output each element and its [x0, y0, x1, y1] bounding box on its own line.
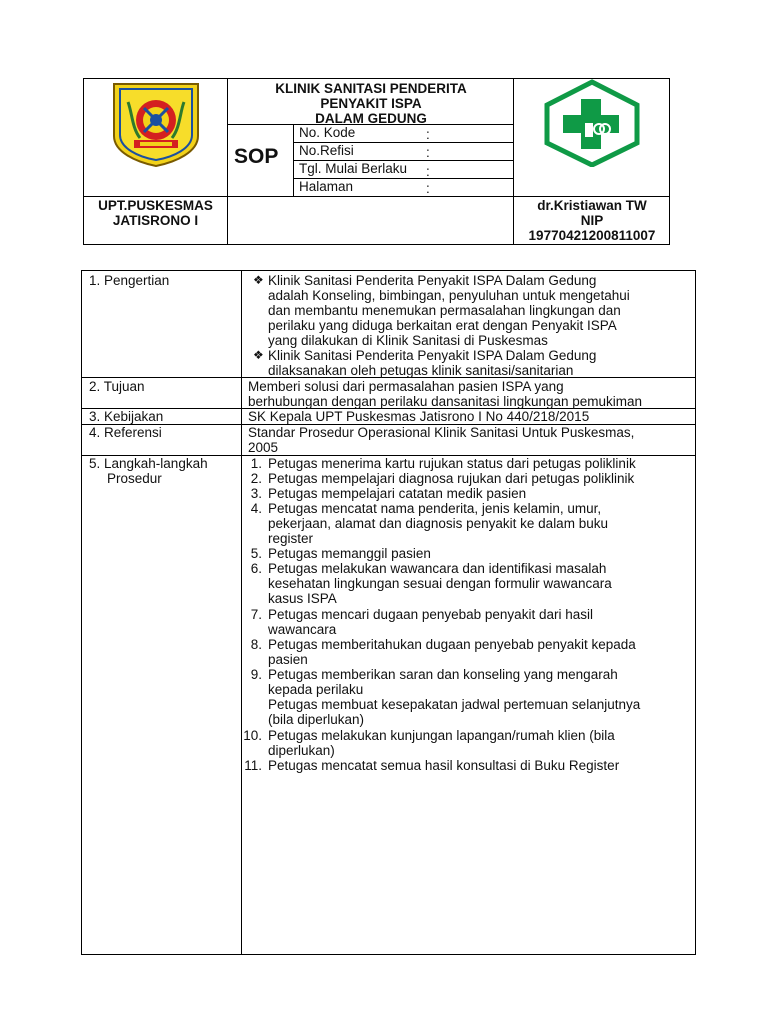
step-line: register: [268, 531, 314, 546]
step-number: 9.: [250, 667, 262, 682]
tujuan-line: Memberi solusi dari permasalahan pasien ISPA yang: [248, 379, 564, 394]
step-line: wawancara: [268, 622, 337, 637]
step-line: Petugas membuat kesepakatan jadwal pertemuan selanjutnya: [268, 697, 641, 712]
meta-colon: :: [426, 145, 430, 160]
signer-name: dr.Kristiawan TW: [537, 198, 647, 213]
step-line: Petugas menerima kartu rujukan status dari petugas poliklinik: [268, 456, 636, 471]
pengertian-line: perilaku yang diduga berkaitan erat dengan Penyakit ISPA: [268, 318, 617, 333]
meta-label-tgl: Tgl. Mulai Berlaku: [299, 161, 408, 176]
step-line: Petugas mencari dugaan penyebab penyakit dari hasil: [268, 607, 593, 622]
step-line: pasien: [268, 652, 308, 667]
step-number: 1.: [250, 456, 262, 471]
pengertian-line: Klinik Sanitasi Penderita Penyakit ISPA Dalam Gedung: [268, 348, 597, 363]
step-number: 8.: [250, 637, 262, 652]
header-divider: [83, 196, 670, 197]
meta-label-halaman: Halaman: [299, 179, 354, 194]
step-line: Petugas memberikan saran dan konseling yang mengarah: [268, 667, 618, 682]
referensi-line: 2005: [248, 440, 279, 455]
step-number: 2.: [250, 471, 262, 486]
step-line: diperlukan): [268, 743, 335, 758]
tujuan-line: berhubungan dengan perilaku dansanitasi lingkungan pemukiman: [248, 394, 643, 409]
kebijakan-line: SK Kepala UPT Puskesmas Jatisrono I No 440/218/2015: [248, 409, 590, 424]
pengertian-line: dan membantu menemukan permasalahan lingkungan dan: [268, 303, 621, 318]
pengertian-line: yang dilakukan di Klinik Sanitasi di Puskesmas: [268, 333, 548, 348]
step-line: kepada perilaku: [268, 682, 364, 697]
step-line: kesehatan lingkungan sesuai dengan formulir wawancara: [268, 576, 612, 591]
document-title-line-1: KLINIK SANITASI PENDERITA: [275, 81, 467, 96]
document-title-line-3: DALAM GEDUNG: [315, 111, 427, 126]
section-label-prosedur-cont: Prosedur: [107, 471, 162, 486]
step-number: 11.: [244, 758, 262, 773]
step-number: 4.: [250, 501, 262, 516]
meta-colon: :: [426, 164, 430, 179]
signer-nip-label: NIP: [580, 213, 604, 228]
diamond-bullet-icon: ❖: [253, 348, 264, 362]
step-line: Petugas mencatat semua hasil konsultasi di Buku Register: [268, 758, 620, 773]
step-line: Petugas melakukan kunjungan lapangan/rumah klien (bila: [268, 728, 615, 743]
step-line: Petugas mempelajari diagnosa rujukan dari petugas poliklinik: [268, 471, 635, 486]
step-line: Petugas memberitahukan dugaan penyebab penyakit kepada: [268, 637, 636, 652]
step-line: pekerjaan, alamat dan diagnosis penyakit ke dalam buku: [268, 516, 608, 531]
meta-colon: :: [426, 127, 430, 142]
step-line: Petugas mencatat nama penderita, jenis kelamin, umur,: [268, 501, 602, 516]
meta-label-refisi: No.Refisi: [299, 143, 354, 158]
step-number: 6.: [250, 561, 262, 576]
step-line: Petugas memanggil pasien: [268, 546, 431, 561]
section-label-pengertian: 1. Pengertian: [89, 273, 170, 288]
pengertian-line: dilaksanakan oleh petugas klinik sanitasi/sanitarian: [268, 363, 574, 378]
step-line: kasus ISPA: [268, 591, 337, 606]
regency-emblem-icon: [110, 80, 202, 168]
pengertian-line: Klinik Sanitasi Penderita Penyakit ISPA Dalam Gedung: [268, 273, 597, 288]
meta-colon: :: [426, 181, 430, 196]
diamond-bullet-icon: ❖: [253, 273, 264, 287]
step-line: Petugas melakukan wawancara dan identifikasi masalah: [268, 561, 607, 576]
organization-name-line-1: UPT.PUSKESMAS: [98, 198, 213, 213]
step-line: Petugas mempelajari catatan medik pasien: [268, 486, 527, 501]
pengertian-line: adalah Konseling, bimbingan, penyuluhan untuk mengetahui: [268, 288, 630, 303]
signer-nip-number: 19770421200811007: [528, 228, 656, 243]
step-number: 10.: [243, 728, 262, 743]
organization-name-line-2: JATISRONO I: [112, 213, 199, 228]
meta-label-kode: No. Kode: [299, 125, 356, 140]
section-label-prosedur: 5. Langkah-langkah: [89, 456, 208, 471]
section-label-kebijakan: 3. Kebijakan: [89, 409, 164, 424]
section-label-tujuan: 2. Tujuan: [89, 379, 145, 394]
sop-label: SOP: [234, 145, 279, 168]
puskesmas-cross-icon: [541, 79, 643, 167]
document-title-line-2: PENYAKIT ISPA: [320, 96, 422, 111]
step-number: 7.: [250, 607, 262, 622]
step-number: 5.: [250, 546, 262, 561]
step-line: (bila diperlukan): [268, 712, 365, 727]
section-label-referensi: 4. Referensi: [89, 425, 162, 440]
referensi-line: Standar Prosedur Operasional Klinik Sanitasi Untuk Puskesmas,: [248, 425, 635, 440]
step-number: 3.: [250, 486, 262, 501]
